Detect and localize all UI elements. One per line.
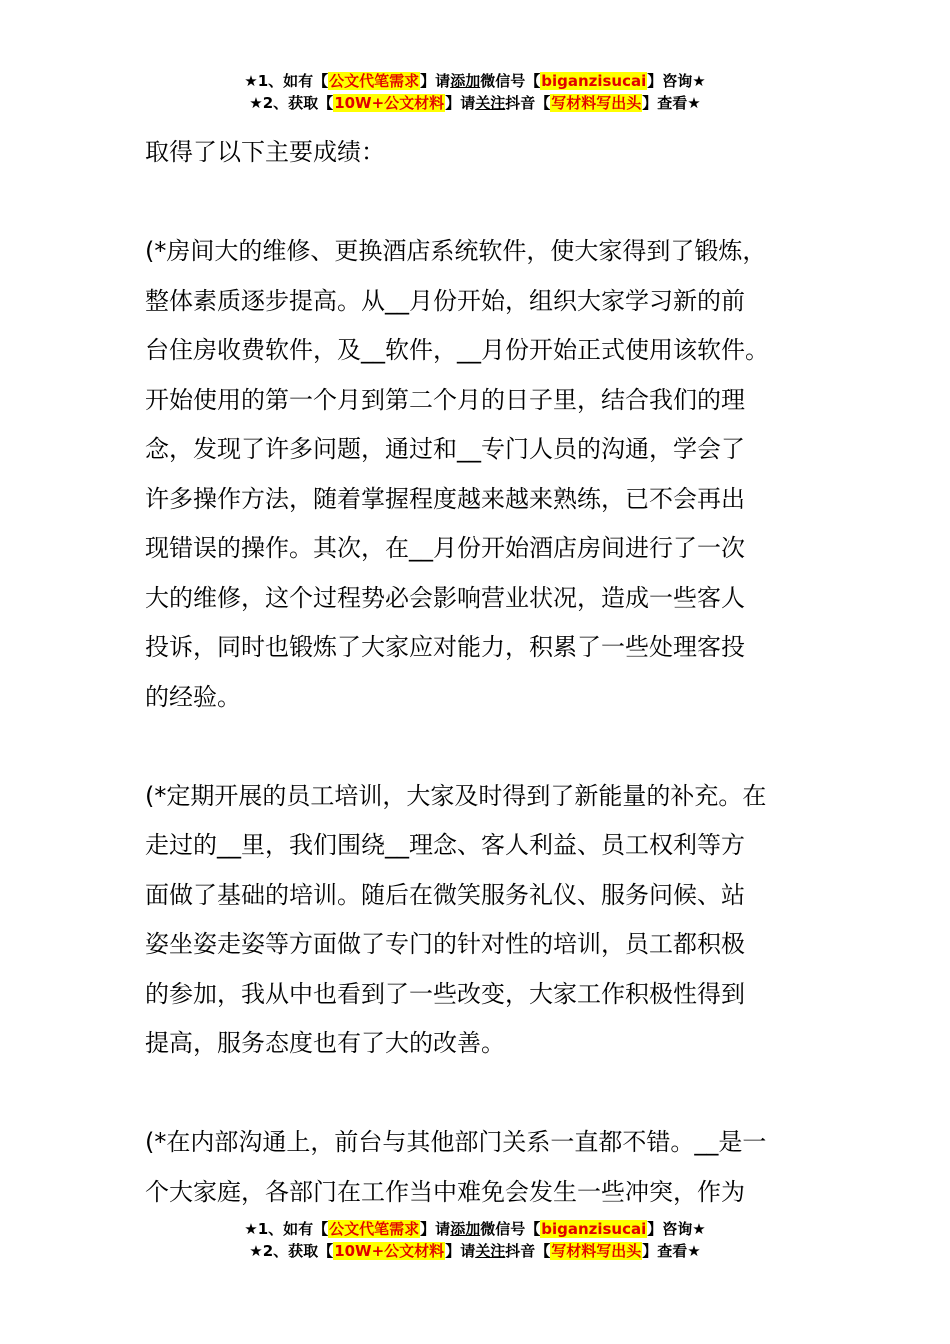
banner-text: 抖音【: [505, 94, 551, 112]
body-line: 姿坐姿走姿等方面做了专门的针对性的培训，员工都积极: [145, 930, 745, 958]
banner-underline: 关注: [475, 1242, 506, 1260]
banner-text: 微信号【: [480, 72, 541, 90]
banner-line-2: [0, 92, 950, 114]
banner-text: 】咨询★: [647, 1220, 706, 1238]
body-line: 整体素质逐步提高。从__月份开始，组织大家学习新的前: [145, 286, 745, 315]
banner-underline: 添加: [450, 1220, 481, 1238]
banner-highlight: 10W+公文材料: [334, 1242, 445, 1260]
banner-text: ★2、获取【: [249, 1242, 334, 1260]
banner-text: ★2、获取【: [249, 94, 334, 112]
banner-highlight: 公文代笔需求: [329, 1220, 420, 1238]
banner-line-2: [0, 1240, 950, 1262]
body-line: 的经验。: [145, 682, 241, 711]
banner-text: ★1、如有【: [244, 72, 329, 90]
banner-underline: 添加: [450, 72, 481, 90]
body-line: (*定期开展的员工培训，大家及时得到了新能量的补充。在: [145, 781, 767, 810]
body-line: 开始使用的第一个月到第二个月的日子里，结合我们的理: [145, 385, 745, 414]
body-line: (*房间大的维修、更换酒店系统软件，使大家得到了锻炼，: [145, 237, 767, 265]
paragraph-gap: [145, 178, 825, 228]
body-line: 大的维修，这个过程势必会影响营业状况，造成一些客人: [145, 583, 745, 612]
body-line: 面做了基础的培训。随后在微笑服务礼仪、服务问候、站: [145, 880, 745, 909]
paragraph-gap: [145, 722, 825, 772]
body-line: 提高，服务态度也有了大的改善。: [145, 1029, 505, 1057]
header-banner: [0, 70, 950, 114]
banner-highlight: 公文代笔需求: [329, 72, 420, 90]
banner-line-1: [0, 70, 950, 92]
body-line: 走过的__里，我们围绕__理念、客人利益、员工权利等方: [145, 831, 745, 859]
banner-highlight: 10W+公文材料: [334, 94, 445, 112]
banner-line-1: [0, 1218, 950, 1240]
banner-text: 】查看★: [642, 1242, 701, 1260]
paragraph-gap: [145, 1069, 825, 1119]
banner-text: 】请: [445, 1242, 476, 1260]
body-line: 台住房收费软件，及__软件，__月份开始正式使用该软件。: [145, 336, 769, 364]
banner-text: 】咨询★: [647, 72, 706, 90]
banner-underline: 关注: [475, 94, 506, 112]
body-line: 许多操作方法，随着掌握程度越来越来熟练，已不会再出: [145, 484, 745, 513]
banner-highlight: biganzisucai: [541, 72, 647, 90]
banner-text: 抖音【: [505, 1242, 551, 1260]
banner-highlight: 写材料写出头: [551, 1242, 642, 1260]
banner-text: 】请: [445, 94, 476, 112]
body-line: 取得了以下主要成绩：: [145, 138, 385, 166]
body-line: 投诉，同时也锻炼了大家应对能力，积累了一些处理客投: [145, 633, 745, 661]
banner-highlight: 写材料写出头: [551, 94, 642, 112]
banner-text: 】请: [420, 1220, 451, 1238]
footer-banner: [0, 1218, 950, 1262]
banner-text: 】请: [420, 72, 451, 90]
banner-text: 微信号【: [480, 1220, 541, 1238]
banner-highlight: biganzisucai: [541, 1220, 647, 1238]
body-line: 现错误的操作。其次，在__月份开始酒店房间进行了一次: [145, 534, 745, 562]
body-line: 个大家庭，各部门在工作当中难免会发生一些冲突，作为: [145, 1177, 745, 1206]
banner-text: 】查看★: [642, 94, 701, 112]
document-body: [145, 128, 825, 1217]
body-line: 念，发现了许多问题，通过和__专门人员的沟通，学会了: [145, 435, 745, 463]
body-line: 的参加，我从中也看到了一些改变，大家工作积极性得到: [145, 979, 745, 1008]
banner-text: ★1、如有【: [244, 1220, 329, 1238]
body-line: (*在内部沟通上，前台与其他部门关系一直都不错。__是一: [145, 1128, 767, 1156]
